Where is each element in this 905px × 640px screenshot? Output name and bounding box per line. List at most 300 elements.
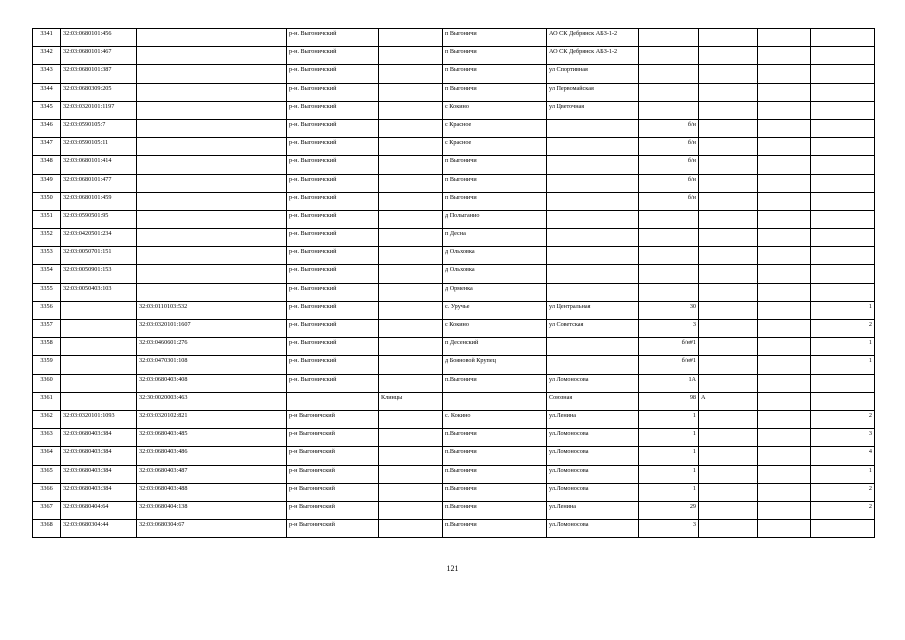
row-number-cell: 3355 bbox=[33, 283, 61, 301]
flat-cell bbox=[758, 65, 811, 83]
row-number-cell: 3368 bbox=[33, 520, 61, 538]
flat-cell bbox=[758, 210, 811, 228]
flat-cell bbox=[758, 501, 811, 519]
row-number-cell: 3353 bbox=[33, 247, 61, 265]
city-cell bbox=[379, 356, 443, 374]
settlement-cell: п Выгоничи bbox=[443, 156, 547, 174]
table-row bbox=[33, 501, 875, 519]
table-row bbox=[33, 520, 875, 538]
cadastral-number-cell: 32:03:0050901:153 bbox=[61, 265, 137, 283]
district-cell: р-н. Выгоничский bbox=[287, 29, 379, 47]
house-number-cell: 1 bbox=[639, 410, 699, 428]
building-cell bbox=[699, 47, 758, 65]
district-cell: р-н. Выгоничский bbox=[287, 338, 379, 356]
cadastral-number-cell: 32:03:0680101:467 bbox=[61, 47, 137, 65]
district-cell: р-н. Выгоничский bbox=[287, 156, 379, 174]
row-number-cell: 3356 bbox=[33, 301, 61, 319]
house-number-cell bbox=[639, 101, 699, 119]
flat-cell bbox=[758, 247, 811, 265]
city-cell bbox=[379, 265, 443, 283]
row-number-cell: 3357 bbox=[33, 320, 61, 338]
city-cell bbox=[379, 192, 443, 210]
room-cell bbox=[811, 138, 875, 156]
city-cell bbox=[379, 283, 443, 301]
house-number-cell: б/н bbox=[639, 156, 699, 174]
room-cell bbox=[811, 47, 875, 65]
settlement-cell: п.Выгоничи bbox=[443, 465, 547, 483]
flat-cell bbox=[758, 119, 811, 137]
table-row bbox=[33, 29, 875, 47]
building-cell bbox=[699, 29, 758, 47]
house-number-cell bbox=[639, 283, 699, 301]
house-number-cell: 3 bbox=[639, 520, 699, 538]
building-cell bbox=[699, 410, 758, 428]
building-cell bbox=[699, 320, 758, 338]
row-number-cell: 3351 bbox=[33, 210, 61, 228]
cadastral-number-cell: 32:03:0050403:103 bbox=[61, 283, 137, 301]
house-number-cell: 1 bbox=[639, 483, 699, 501]
settlement-cell: с Кокино bbox=[443, 101, 547, 119]
cadastral-number-2-cell: 32:03:0680404:138 bbox=[137, 501, 287, 519]
settlement-cell: д Ольховка bbox=[443, 265, 547, 283]
cadastral-number-2-cell bbox=[137, 229, 287, 247]
flat-cell bbox=[758, 174, 811, 192]
building-cell bbox=[699, 83, 758, 101]
house-number-cell: б/н#1 bbox=[639, 356, 699, 374]
row-number-cell: 3345 bbox=[33, 101, 61, 119]
building-cell bbox=[699, 301, 758, 319]
cadastral-number-cell bbox=[61, 374, 137, 392]
room-cell bbox=[811, 119, 875, 137]
city-cell bbox=[379, 101, 443, 119]
city-cell bbox=[379, 47, 443, 65]
flat-cell bbox=[758, 447, 811, 465]
table-row bbox=[33, 101, 875, 119]
flat-cell bbox=[758, 483, 811, 501]
city-cell bbox=[379, 320, 443, 338]
cadastral-number-2-cell bbox=[137, 192, 287, 210]
room-cell: 1 bbox=[811, 465, 875, 483]
table-row bbox=[33, 283, 875, 301]
room-cell bbox=[811, 101, 875, 119]
city-cell bbox=[379, 247, 443, 265]
cadastral-number-2-cell: 32:03:0320101:1607 bbox=[137, 320, 287, 338]
row-number-cell: 3349 bbox=[33, 174, 61, 192]
room-cell bbox=[811, 65, 875, 83]
table-row bbox=[33, 138, 875, 156]
row-number-cell: 3359 bbox=[33, 356, 61, 374]
street-cell bbox=[547, 210, 639, 228]
table-row bbox=[33, 119, 875, 137]
street-cell bbox=[547, 247, 639, 265]
cadastral-number-cell: 32:03:0680101:456 bbox=[61, 29, 137, 47]
cadastral-number-cell bbox=[61, 301, 137, 319]
room-cell: 2 bbox=[811, 320, 875, 338]
cadastral-number-2-cell bbox=[137, 29, 287, 47]
house-number-cell: 1 bbox=[639, 429, 699, 447]
district-cell: р-н. Выгоничский bbox=[287, 174, 379, 192]
house-number-cell: 1 bbox=[639, 447, 699, 465]
settlement-cell: с Красное bbox=[443, 119, 547, 137]
district-cell: р-н. Выгоничский bbox=[287, 83, 379, 101]
table-row bbox=[33, 483, 875, 501]
cadastral-number-cell: 32:03:0680101:414 bbox=[61, 156, 137, 174]
row-number-cell: 3365 bbox=[33, 465, 61, 483]
house-number-cell: 1 bbox=[639, 465, 699, 483]
cadastral-number-cell bbox=[61, 392, 137, 410]
table-row bbox=[33, 374, 875, 392]
settlement-cell: п Выгоничи bbox=[443, 174, 547, 192]
flat-cell bbox=[758, 283, 811, 301]
street-cell bbox=[547, 265, 639, 283]
street-cell: ул Первомайская bbox=[547, 83, 639, 101]
cadastral-number-2-cell bbox=[137, 138, 287, 156]
city-cell bbox=[379, 29, 443, 47]
house-number-cell bbox=[639, 210, 699, 228]
street-cell: ул Советская bbox=[547, 320, 639, 338]
flat-cell bbox=[758, 301, 811, 319]
city-cell bbox=[379, 229, 443, 247]
cadastral-number-cell: 32:03:0680309:205 bbox=[61, 83, 137, 101]
building-cell bbox=[699, 338, 758, 356]
cadastral-number-2-cell bbox=[137, 83, 287, 101]
cadastral-number-2-cell: 32:03:0320102:821 bbox=[137, 410, 287, 428]
street-cell bbox=[547, 338, 639, 356]
settlement-cell: п.Выгоничи bbox=[443, 429, 547, 447]
street-cell: Союзная bbox=[547, 392, 639, 410]
settlement-cell: д Орменка bbox=[443, 283, 547, 301]
cadastral-number-2-cell: 32:03:0680403:486 bbox=[137, 447, 287, 465]
flat-cell bbox=[758, 265, 811, 283]
district-cell bbox=[287, 392, 379, 410]
house-number-cell bbox=[639, 265, 699, 283]
building-cell bbox=[699, 265, 758, 283]
street-cell bbox=[547, 174, 639, 192]
building-cell bbox=[699, 229, 758, 247]
district-cell: р-н. Выгоничский bbox=[287, 320, 379, 338]
settlement-cell: д Ольховка bbox=[443, 247, 547, 265]
building-cell bbox=[699, 119, 758, 137]
flat-cell bbox=[758, 101, 811, 119]
district-cell: р-н. Выгоничский bbox=[287, 374, 379, 392]
settlement-cell: д Бояновой Крупец bbox=[443, 356, 547, 374]
flat-cell bbox=[758, 156, 811, 174]
district-cell: р-н. Выгоничский bbox=[287, 47, 379, 65]
building-cell bbox=[699, 283, 758, 301]
cadastral-number-cell bbox=[61, 338, 137, 356]
district-cell: р-н. Выгоничский bbox=[287, 301, 379, 319]
house-number-cell bbox=[639, 229, 699, 247]
cadastral-number-2-cell bbox=[137, 174, 287, 192]
building-cell bbox=[699, 174, 758, 192]
registry-table bbox=[32, 28, 875, 538]
city-cell bbox=[379, 465, 443, 483]
district-cell: р-н Выгоничский bbox=[287, 520, 379, 538]
cadastral-number-cell: 32:03:0320101:1093 bbox=[61, 410, 137, 428]
flat-cell bbox=[758, 410, 811, 428]
row-number-cell: 3367 bbox=[33, 501, 61, 519]
city-cell bbox=[379, 483, 443, 501]
room-cell bbox=[811, 265, 875, 283]
city-cell bbox=[379, 520, 443, 538]
street-cell bbox=[547, 192, 639, 210]
district-cell: р-н. Выгоничский bbox=[287, 138, 379, 156]
cadastral-number-cell: 32:03:0590105:11 bbox=[61, 138, 137, 156]
cadastral-number-2-cell bbox=[137, 119, 287, 137]
cadastral-number-2-cell: 32:03:0680403:487 bbox=[137, 465, 287, 483]
row-number-cell: 3341 bbox=[33, 29, 61, 47]
cadastral-number-2-cell bbox=[137, 247, 287, 265]
city-cell bbox=[379, 338, 443, 356]
settlement-cell: с Красное bbox=[443, 138, 547, 156]
cadastral-number-2-cell bbox=[137, 47, 287, 65]
settlement-cell: с. Кокино bbox=[443, 410, 547, 428]
settlement-cell: п Выгоничи bbox=[443, 29, 547, 47]
street-cell: ул.Ломоносова bbox=[547, 429, 639, 447]
cadastral-number-cell: 32:03:0680403:384 bbox=[61, 447, 137, 465]
room-cell: 1 bbox=[811, 301, 875, 319]
cadastral-number-2-cell: 32:03:0680304:67 bbox=[137, 520, 287, 538]
table-row bbox=[33, 229, 875, 247]
cadastral-number-cell: 32:03:0050701:151 bbox=[61, 247, 137, 265]
table-row bbox=[33, 174, 875, 192]
row-number-cell: 3362 bbox=[33, 410, 61, 428]
cadastral-number-cell: 32:03:0680403:384 bbox=[61, 465, 137, 483]
city-cell bbox=[379, 301, 443, 319]
city-cell bbox=[379, 138, 443, 156]
table-row bbox=[33, 447, 875, 465]
street-cell: АО СК Дебрянск АБЗ-1-2 bbox=[547, 29, 639, 47]
row-number-cell: 3347 bbox=[33, 138, 61, 156]
house-number-cell: 3 bbox=[639, 320, 699, 338]
cadastral-number-cell: 32:03:0680101:387 bbox=[61, 65, 137, 83]
district-cell: р-н Выгоничский bbox=[287, 501, 379, 519]
settlement-cell: п Выгоничи bbox=[443, 65, 547, 83]
table-row bbox=[33, 65, 875, 83]
district-cell: р-н Выгоничский bbox=[287, 410, 379, 428]
street-cell: ул Цветочная bbox=[547, 101, 639, 119]
city-cell bbox=[379, 447, 443, 465]
building-cell bbox=[699, 501, 758, 519]
building-cell bbox=[699, 356, 758, 374]
building-cell bbox=[699, 465, 758, 483]
row-number-cell: 3352 bbox=[33, 229, 61, 247]
room-cell: 1 bbox=[811, 338, 875, 356]
table-row bbox=[33, 265, 875, 283]
flat-cell bbox=[758, 374, 811, 392]
room-cell bbox=[811, 174, 875, 192]
row-number-cell: 3358 bbox=[33, 338, 61, 356]
table-row bbox=[33, 156, 875, 174]
building-cell bbox=[699, 429, 758, 447]
flat-cell bbox=[758, 229, 811, 247]
cadastral-number-2-cell: 32:03:0680403:488 bbox=[137, 483, 287, 501]
table-row bbox=[33, 356, 875, 374]
room-cell bbox=[811, 283, 875, 301]
cadastral-number-cell: 32:03:0680403:384 bbox=[61, 483, 137, 501]
table-row bbox=[33, 47, 875, 65]
street-cell bbox=[547, 119, 639, 137]
room-cell: 2 bbox=[811, 483, 875, 501]
settlement-cell: п.Выгоничи bbox=[443, 447, 547, 465]
settlement-cell: с Кокино bbox=[443, 320, 547, 338]
table-row bbox=[33, 247, 875, 265]
cadastral-number-cell: 32:03:0680403:384 bbox=[61, 429, 137, 447]
building-cell bbox=[699, 210, 758, 228]
district-cell: р-н. Выгоничский bbox=[287, 283, 379, 301]
city-cell bbox=[379, 65, 443, 83]
settlement-cell: п Выгоничи bbox=[443, 47, 547, 65]
flat-cell bbox=[758, 356, 811, 374]
street-cell: АО СК Дебрянск АБЗ-1-2 bbox=[547, 47, 639, 65]
cadastral-number-cell: 32:03:0420501:234 bbox=[61, 229, 137, 247]
house-number-cell bbox=[639, 83, 699, 101]
settlement-cell: п.Выгоничи bbox=[443, 520, 547, 538]
row-number-cell: 3360 bbox=[33, 374, 61, 392]
street-cell bbox=[547, 156, 639, 174]
building-cell bbox=[699, 65, 758, 83]
cadastral-number-cell: 32:03:0320101:1197 bbox=[61, 101, 137, 119]
house-number-cell: 1А bbox=[639, 374, 699, 392]
table-row bbox=[33, 338, 875, 356]
flat-cell bbox=[758, 429, 811, 447]
row-number-cell: 3363 bbox=[33, 429, 61, 447]
district-cell: р-н. Выгоничский bbox=[287, 247, 379, 265]
settlement-cell: п Десна bbox=[443, 229, 547, 247]
row-number-cell: 3366 bbox=[33, 483, 61, 501]
building-cell bbox=[699, 447, 758, 465]
city-cell: Клинцы bbox=[379, 392, 443, 410]
row-number-cell: 3346 bbox=[33, 119, 61, 137]
city-cell bbox=[379, 410, 443, 428]
district-cell: р-н. Выгоничский bbox=[287, 65, 379, 83]
house-number-cell bbox=[639, 47, 699, 65]
house-number-cell: б/н#1 bbox=[639, 338, 699, 356]
room-cell bbox=[811, 83, 875, 101]
cadastral-number-2-cell: 32:03:0680403:408 bbox=[137, 374, 287, 392]
table-row bbox=[33, 192, 875, 210]
cadastral-number-cell bbox=[61, 356, 137, 374]
district-cell: р-н Выгоничский bbox=[287, 465, 379, 483]
building-cell bbox=[699, 156, 758, 174]
flat-cell bbox=[758, 138, 811, 156]
house-number-cell: 29 bbox=[639, 501, 699, 519]
page-number: 121 bbox=[446, 564, 459, 573]
city-cell bbox=[379, 156, 443, 174]
table-row bbox=[33, 83, 875, 101]
house-number-cell: б/н bbox=[639, 138, 699, 156]
room-cell: 2 bbox=[811, 410, 875, 428]
street-cell: ул Ломоносова bbox=[547, 374, 639, 392]
flat-cell bbox=[758, 192, 811, 210]
row-number-cell: 3348 bbox=[33, 156, 61, 174]
table-row bbox=[33, 210, 875, 228]
settlement-cell: п Выгоничи bbox=[443, 192, 547, 210]
cadastral-number-2-cell: 32:03:0460601:276 bbox=[137, 338, 287, 356]
city-cell bbox=[379, 174, 443, 192]
settlement-cell: д Полыганио bbox=[443, 210, 547, 228]
cadastral-number-cell: 32:03:0680101:477 bbox=[61, 174, 137, 192]
district-cell: р-н. Выгоничский bbox=[287, 229, 379, 247]
cadastral-number-cell: 32:03:0590105:7 bbox=[61, 119, 137, 137]
house-number-cell: 30 bbox=[639, 301, 699, 319]
house-number-cell: б/н bbox=[639, 192, 699, 210]
cadastral-number-2-cell bbox=[137, 65, 287, 83]
cadastral-number-2-cell bbox=[137, 101, 287, 119]
flat-cell bbox=[758, 47, 811, 65]
table-row bbox=[33, 320, 875, 338]
building-cell bbox=[699, 138, 758, 156]
district-cell: р-н. Выгоничский bbox=[287, 210, 379, 228]
flat-cell bbox=[758, 29, 811, 47]
district-cell: р-н. Выгоничский bbox=[287, 101, 379, 119]
flat-cell bbox=[758, 338, 811, 356]
cadastral-number-2-cell bbox=[137, 210, 287, 228]
cadastral-number-2-cell bbox=[137, 265, 287, 283]
city-cell bbox=[379, 429, 443, 447]
city-cell bbox=[379, 501, 443, 519]
house-number-cell: б/н bbox=[639, 174, 699, 192]
cadastral-number-2-cell bbox=[137, 283, 287, 301]
room-cell: 1 bbox=[811, 356, 875, 374]
flat-cell bbox=[758, 465, 811, 483]
row-number-cell: 3342 bbox=[33, 47, 61, 65]
row-number-cell: 3343 bbox=[33, 65, 61, 83]
building-cell: А bbox=[699, 392, 758, 410]
flat-cell bbox=[758, 520, 811, 538]
cadastral-number-cell bbox=[61, 320, 137, 338]
street-cell: ул.Ленина bbox=[547, 501, 639, 519]
district-cell: р-н. Выгоничский bbox=[287, 356, 379, 374]
building-cell bbox=[699, 374, 758, 392]
room-cell bbox=[811, 520, 875, 538]
cadastral-number-2-cell: 32:03:0680403:485 bbox=[137, 429, 287, 447]
table-row bbox=[33, 465, 875, 483]
room-cell: 4 bbox=[811, 447, 875, 465]
cadastral-number-2-cell bbox=[137, 156, 287, 174]
room-cell bbox=[811, 392, 875, 410]
building-cell bbox=[699, 247, 758, 265]
flat-cell bbox=[758, 320, 811, 338]
room-cell bbox=[811, 229, 875, 247]
table-row bbox=[33, 392, 875, 410]
room-cell: 2 bbox=[811, 501, 875, 519]
row-number-cell: 3344 bbox=[33, 83, 61, 101]
table-row bbox=[33, 301, 875, 319]
cadastral-number-2-cell: 32:03:0470301:108 bbox=[137, 356, 287, 374]
flat-cell bbox=[758, 83, 811, 101]
room-cell bbox=[811, 374, 875, 392]
street-cell: ул.Ломоносова bbox=[547, 483, 639, 501]
district-cell: р-н. Выгоничский bbox=[287, 265, 379, 283]
row-number-cell: 3361 bbox=[33, 392, 61, 410]
building-cell bbox=[699, 192, 758, 210]
row-number-cell: 3354 bbox=[33, 265, 61, 283]
cadastral-number-cell: 32:03:0680404:64 bbox=[61, 501, 137, 519]
settlement-cell: с. Уручье bbox=[443, 301, 547, 319]
city-cell bbox=[379, 119, 443, 137]
cadastral-number-cell: 32:03:0680101:459 bbox=[61, 192, 137, 210]
cadastral-number-cell: 32:03:0590501:95 bbox=[61, 210, 137, 228]
room-cell bbox=[811, 247, 875, 265]
cadastral-number-cell: 32:03:0680304:44 bbox=[61, 520, 137, 538]
street-cell: ул.Ломоносова bbox=[547, 447, 639, 465]
settlement-cell: п.Выгоничи bbox=[443, 483, 547, 501]
settlement-cell: п.Выгоничи bbox=[443, 501, 547, 519]
district-cell: р-н Выгоничский bbox=[287, 447, 379, 465]
settlement-cell: п Десенский bbox=[443, 338, 547, 356]
building-cell bbox=[699, 101, 758, 119]
